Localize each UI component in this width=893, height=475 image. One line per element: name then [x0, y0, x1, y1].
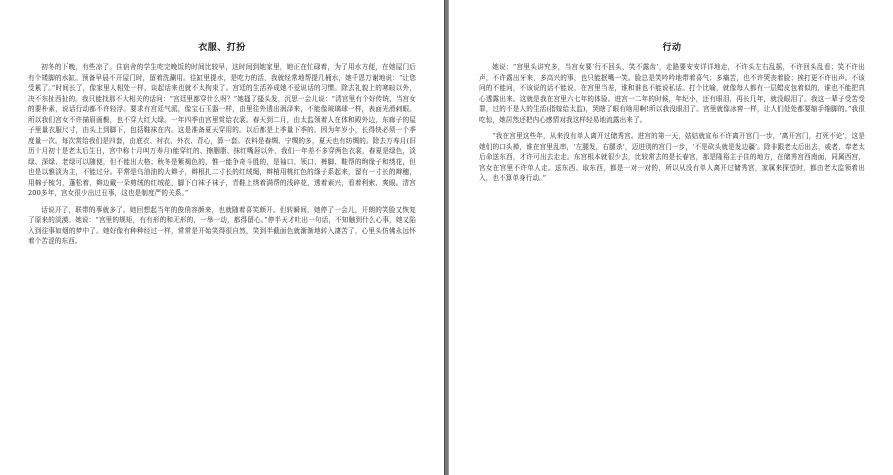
page-left	[0, 0, 444, 475]
paragraph: 她说：“宫里头讲究多，当宫女要‘行不回头，笑不露齿’，走路要安安详详地走，不许头左右乱摇，不许回头乱看；笑不许出声，不许露出牙来，多高兴的事，也只能抿嘴一笑。脸总是笑吟吟地带着喜气；多痛苦，也不许哭丧着脸；挨打更不许出声。不该问的不能问，不该说的话不能说，在宫里当差，谁和谁也不能说私话。打个比喻，就像每人都有一层蜡皮包着似的，谁也不能把真心透露出来。这就是我在宫里六七年的体验。进宫一二年的时候，年纪小，还有眼泪，再长几年，就没眼泪了。我这一辈子受苦受罪，过的不是人的生活(指嫁给太监)，哭瞎了眼有啥用啊!所以我没眼泪了。宫里就像冰窖一样，让人们处处都要缩手缩脚的。”我很吃惊，她居然还把内心感情对我这样轻易地流露出来了。	[479, 63, 865, 124]
paragraph: “我在宫里这些年，从来没有单人离开过储秀宫。进宫的第一天，姑姑就宣布不许离开宫门一步，‘离开宫门，打死不论’，这是她们的口头禅，谁在宫里乱串，‘左腿发，右腿杀’，迈进别的宫门一步，‘不是砍头就是发边疆’。除非跟老太后出去，或者，奉老太后命送东西，才许可出去走走。东宫根本就很少去，比较常去的是长春宫，那是隆裕主子住的地方，在储秀宫西南面，同属西宫，宫女在宫里不许单人走。送东西、取东西，都是一对一对的，所以从没有单人离开过储秀宫，家属来探望时，都由老太监领着出入，也不算单身行动。”	[479, 132, 865, 182]
page-title: 衣服、打扮	[198, 43, 246, 53]
paragraph: 话说开了，联带的事就多了。她回想起当年的俊俏容颜来，也就随着喜笑颜开。但转瞬间，她停了一会儿，开朗的笑脸又恢复了原来的淡漠。她说：“宫里的规矩，有有形的和无形的，一举一动，都得留心。”停半天才吐出一句话，不知触到什么心事，她又陷入到往事如烟的梦中了。她好像有种种经过一样，常常是开始笑得很自然，笑到半截面色就渐渐地转入凄苦了，心里头仿佛永远怀着个苦涩的东西。	[28, 205, 416, 245]
page-right	[449, 0, 893, 475]
paragraph: 初冬的下晚，有些凉了。住宿舍的学生吃完晚饭的时间比较早，这时间到她家里，她正在忙碌着，为了用水方便，在她屋门后有个矮脚的水缸。预备早晨不开屋门时，留着洗涮用。往缸里提水，是吃力的活，我就经常地帮提几桶水，她千恩万谢地说：“让您受累了。”时间长了，像家里人相处一样，谈起话来也就不太拘束了。宫廷的生活养成她不爱说话的习惯。除去礼貌上的寒暄以外，决不东扯西扯的。我只能找那不大相关的话问：“宫廷里都穿什么呀？”她搔了搔头发，沉思一会儿说：“清宫里有个好传统，当宫女的要朴素，说话行动都不许轻浮。要求有宫廷气派，像宝石玉器一样，由里往外透出润泽来，不能像玻璃球一样，表面光滑刺眼。所以我们宫女不许描眉画鬓，也不穿大红大绿。一年四季由宫里赏给衣裳。春天到二月，由太监领着人在体和殿外边，东廊子的屋子里量衣服尺寸，由头上到脚下，包括鞋袜在内。这是准备夏天穿用的。以后都是上季量下季的。因为年岁小，长得快必须一个季度量一次。每次赏给我们是四套，由底衣、衬衣、外衣、背心，算一套。衣料是春绸、宁绸的多，夏天也有纺绸的。除去万寿月(旧历十月初十是老太后生日，宫中称十月叫万寿月)能穿红的、擦胭脂、抹红嘴唇以外，我们一年差不多穿两色衣裳，春夏是绿色，淡绿、深绿、老绿可以随便，但不能出大格；秋冬是紫褐色的，惟一能争奇斗胜的，是袖口、领口、裤脚、鞋帮的绚缘子和绣花，但也是以雅淡为主，不能过分。平常是乌油油的大辫子，辫根扎二寸长的红绒绳，辫梢用桃红色的绦子系起来，留有一寸长的辫穗，用棉子梳匀，蓬松着，辫边戴一朵剪绒的红绒花，脚下白袜子袜子，青鞋上绣着满帮的浅碎花，透着素兴，看着利索、爽眼。清宫200多年，宫女很少出过丑事，这也是制度严的关系。”	[28, 63, 416, 197]
page-title: 行动	[662, 43, 682, 53]
